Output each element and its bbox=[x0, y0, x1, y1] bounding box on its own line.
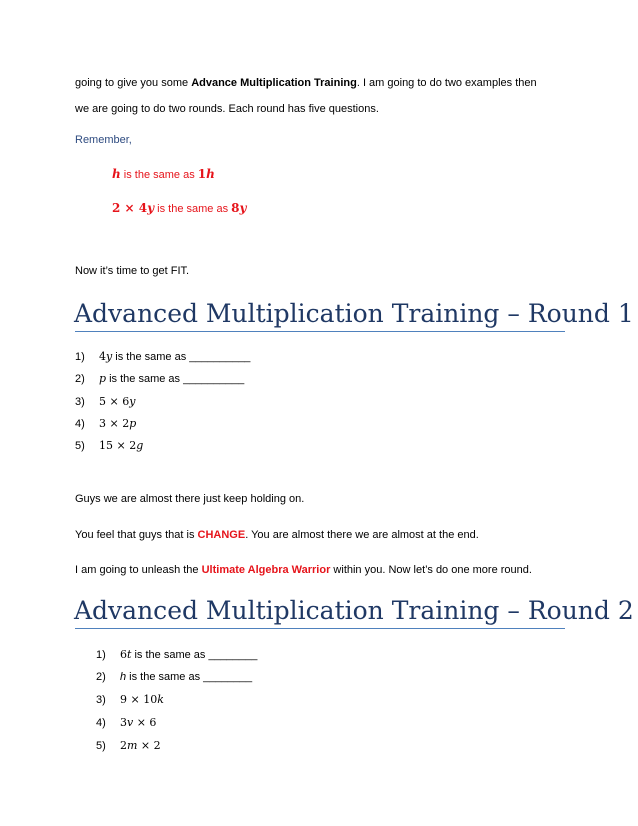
round-2-item bbox=[96, 670, 252, 684]
item-number: 4) bbox=[75, 418, 85, 430]
intro-line-1 bbox=[75, 76, 537, 90]
middle-text: You feel that guys that is bbox=[75, 529, 198, 541]
change-highlight: CHANGE bbox=[197, 529, 246, 541]
item-text: is the same as __________ bbox=[106, 373, 245, 385]
item-number: 1) bbox=[96, 649, 106, 661]
item-math: 3 × 2𝑝 bbox=[99, 417, 137, 430]
example-num: 8 bbox=[231, 201, 240, 215]
middle-line-1: Guys we are almost there just keep holding on. bbox=[75, 493, 305, 505]
example-num: 2 bbox=[112, 201, 121, 215]
example-num: 4 bbox=[138, 201, 148, 215]
round-2-heading: Advanced Multiplication Training – Round 2 bbox=[74, 596, 634, 625]
example-var: h bbox=[112, 167, 121, 181]
round-1-item bbox=[75, 417, 136, 431]
item-number: 5) bbox=[75, 440, 85, 452]
round-2-item bbox=[96, 693, 164, 707]
intro-line-2: we are going to do two rounds. Each round has five questions. bbox=[75, 103, 379, 115]
item-number: 2) bbox=[75, 373, 85, 385]
intro-text: . I am going to do two examples then bbox=[356, 77, 537, 89]
middle-line-3 bbox=[75, 563, 532, 577]
item-number: 4) bbox=[96, 717, 106, 729]
item-italic-var: h bbox=[120, 671, 127, 683]
round-2-item bbox=[96, 739, 161, 753]
item-text: is the same as ________ bbox=[126, 671, 253, 683]
round-1-item bbox=[75, 395, 135, 409]
intro-text: going to give you some bbox=[75, 77, 192, 89]
remember-example-1 bbox=[112, 165, 215, 183]
middle-text: within you. Now let’s do one more round. bbox=[330, 564, 532, 576]
item-text: is the same as __________ bbox=[112, 351, 251, 363]
heading-rule bbox=[75, 331, 565, 332]
middle-text: . You are almost there we are almost at the end. bbox=[245, 529, 479, 541]
item-number: 5) bbox=[96, 740, 106, 752]
item-math: 6𝑡 bbox=[120, 648, 132, 661]
example-var: y bbox=[239, 201, 247, 215]
item-number: 3) bbox=[96, 694, 106, 706]
example-var: h bbox=[206, 167, 215, 181]
round-2-item bbox=[96, 648, 257, 662]
item-math: 𝑝 bbox=[99, 372, 107, 385]
example-text: is the same as bbox=[120, 169, 198, 181]
intro-bold-phrase: Advance Multiplication Training bbox=[191, 77, 357, 89]
middle-line-2 bbox=[75, 528, 479, 542]
heading-rule bbox=[75, 628, 565, 629]
round-1-item bbox=[75, 350, 250, 364]
example-coef: 1 bbox=[197, 167, 207, 181]
remember-example-2 bbox=[112, 199, 247, 217]
warrior-highlight: Ultimate Algebra Warrior bbox=[201, 564, 331, 576]
round-1-item bbox=[75, 439, 143, 453]
item-number: 2) bbox=[96, 671, 106, 683]
item-math: 15 × 2𝑔 bbox=[99, 439, 144, 452]
item-math: 4𝑦 bbox=[99, 350, 113, 363]
item-math: 3𝑣 × 6 bbox=[120, 716, 157, 729]
round-1-heading: Advanced Multiplication Training – Round 1 bbox=[74, 299, 634, 328]
item-number: 3) bbox=[75, 396, 85, 408]
remember-label: Remember, bbox=[75, 134, 132, 146]
item-math: 9 × 10𝑘 bbox=[120, 693, 164, 706]
middle-text: I am going to unleash the bbox=[75, 564, 202, 576]
item-number: 1) bbox=[75, 351, 85, 363]
round-1-item bbox=[75, 372, 244, 386]
item-math: 5 × 6𝑦 bbox=[99, 395, 136, 408]
example-var: y bbox=[147, 201, 155, 215]
example-text: is the same as bbox=[154, 203, 232, 215]
transition-text: Now it’s time to get FIT. bbox=[75, 265, 190, 277]
item-math: 2𝑚 × 2 bbox=[120, 739, 161, 752]
round-2-item bbox=[96, 716, 156, 730]
example-times: × bbox=[120, 201, 139, 215]
item-text: is the same as ________ bbox=[131, 649, 258, 661]
